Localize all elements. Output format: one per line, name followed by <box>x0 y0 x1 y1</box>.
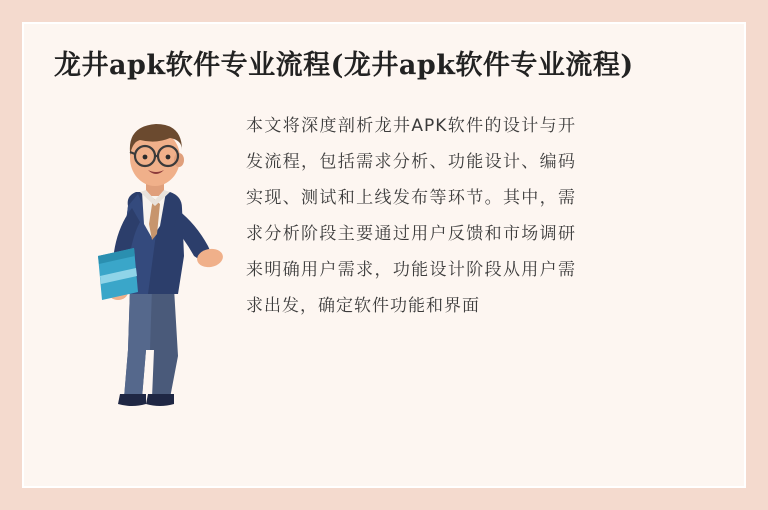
page-title: 龙井apk软件专业流程(龙井apk软件专业流程) <box>54 50 634 81</box>
decorative-frame <box>22 22 746 488</box>
businessman-pointing-illustration <box>78 106 238 406</box>
text-fade-overlay <box>240 348 600 410</box>
article-paragraph: 本文将深度剖析龙井APK软件的设计与开发流程，包括需求分析、功能设计、编码实现、测试和上线发布等环节。其中，需求分析阶段主要通过用户反馈和市场调研来明确用户需求，功能设计阶段从用户需求出发，确定软件功能和界面 <box>246 116 576 316</box>
article-body-area <box>50 100 718 400</box>
article-content <box>24 24 744 486</box>
